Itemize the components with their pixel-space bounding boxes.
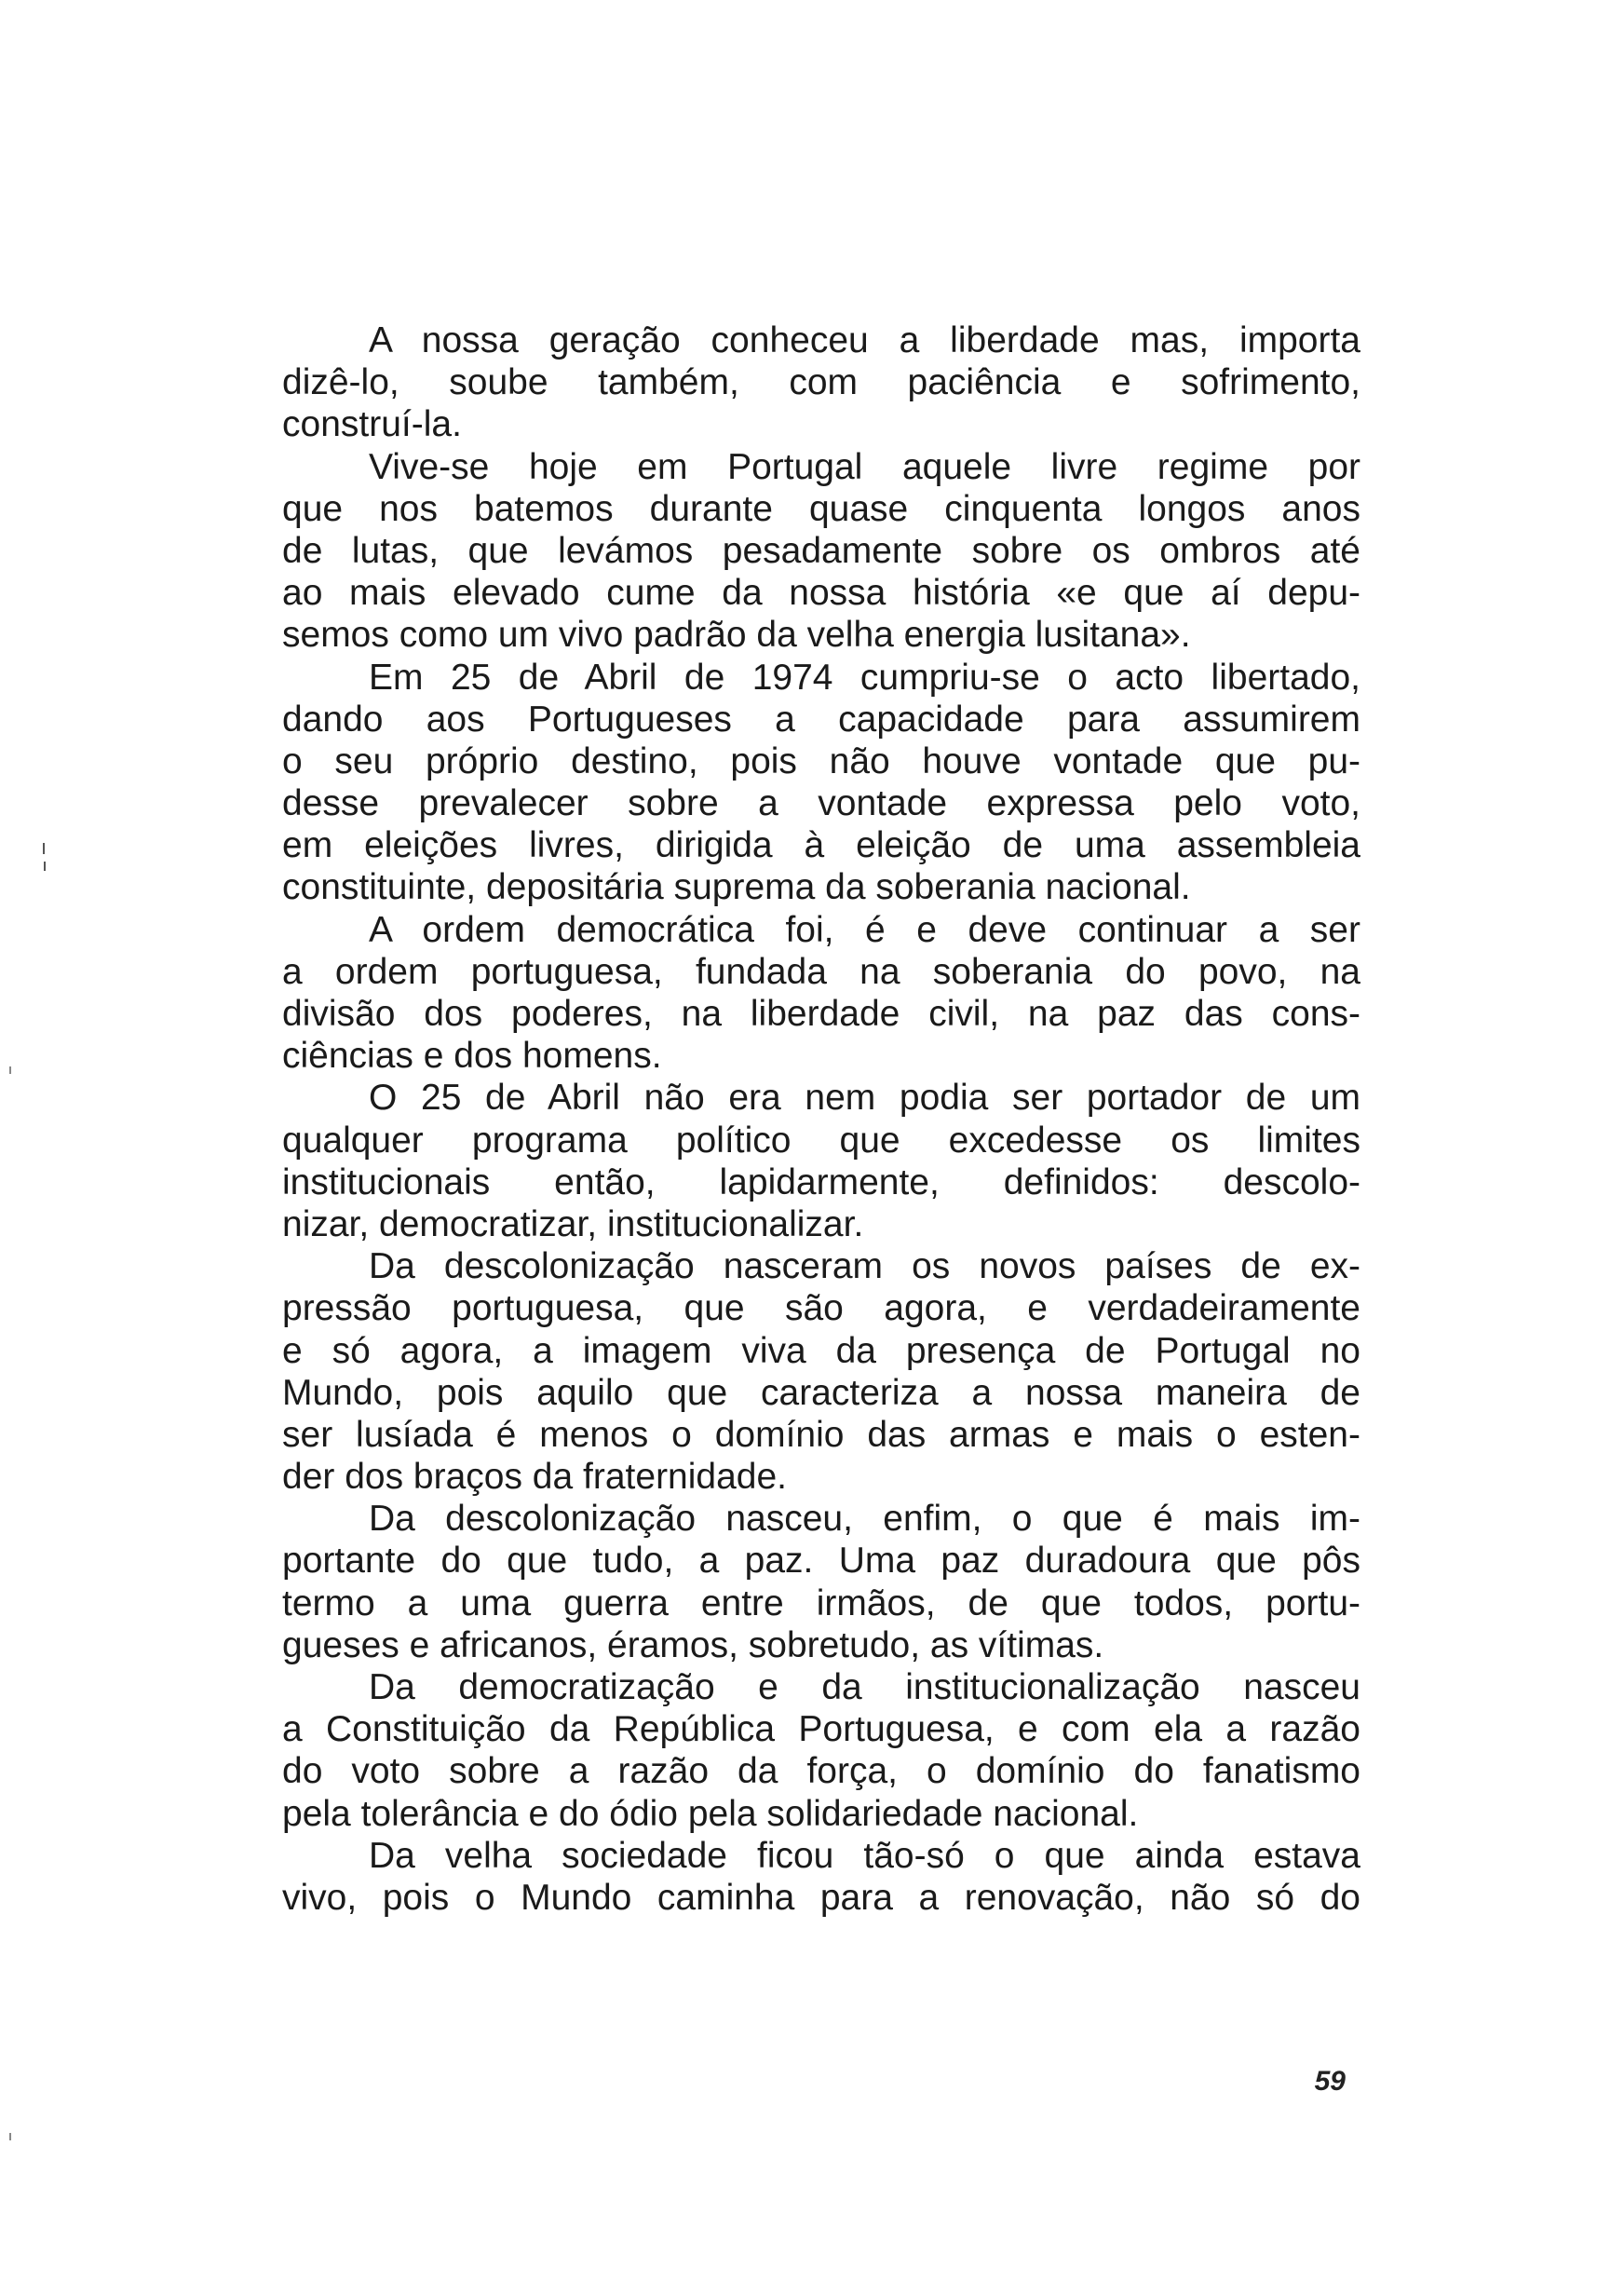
text-line: Em 25 de Abril de 1974 cumpriu-se o acto libertado, bbox=[369, 657, 1360, 698]
text-line: nizar, democratizar, institucionalizar. bbox=[282, 1203, 864, 1244]
margin-scan-mark bbox=[43, 843, 45, 854]
text-line: A ordem democrática foi, é e deve continuar a ser bbox=[369, 909, 1360, 950]
text-line: divisão dos poderes, na liberdade civil, na paz das cons- bbox=[282, 994, 1360, 1034]
text-line: Mundo, pois aquilo que caracteriza a nossa maneira de bbox=[282, 1372, 1360, 1413]
text-line: a ordem portuguesa, fundada na soberania do povo, na bbox=[282, 951, 1360, 992]
margin-scan-mark bbox=[9, 2133, 11, 2140]
text-line: ser lusíada é menos o domínio das armas e mais o esten- bbox=[282, 1414, 1360, 1455]
body-text bbox=[282, 319, 1360, 1919]
text-line: ao mais elevado cume da nossa história «e que aí depu- bbox=[282, 573, 1360, 614]
text-line: semos como um vivo padrão da velha energia lusitana». bbox=[282, 615, 1191, 656]
text-line: o seu próprio destino, pois não houve vontade que pu- bbox=[282, 740, 1360, 781]
text-line: de lutas, que levámos pesadamente sobre os ombros até bbox=[282, 530, 1360, 571]
text-line: A nossa geração conheceu a liberdade mas, importa bbox=[369, 320, 1360, 360]
text-line: que nos batemos durante quase cinquenta longos anos bbox=[282, 488, 1360, 529]
margin-scan-mark bbox=[9, 1066, 11, 1074]
text-line: dizê-lo, soube também, com paciência e sofrimento, bbox=[282, 362, 1360, 403]
text-line: do voto sobre a razão da força, o domínio do fanatismo bbox=[282, 1751, 1360, 1792]
text-line: Vive-se hoje em Portugal aquele livre regime por bbox=[369, 446, 1360, 487]
text-line: construí-la. bbox=[282, 404, 462, 445]
text-line: pressão portuguesa, que são agora, e verdadeiramente bbox=[282, 1288, 1360, 1329]
text-line: O 25 de Abril não era nem podia ser portador de um bbox=[369, 1078, 1360, 1119]
text-line: der dos braços da fraternidade. bbox=[282, 1457, 788, 1498]
text-line: Da velha sociedade ficou tão-só o que ainda estava bbox=[369, 1835, 1360, 1876]
text-line: e só agora, a imagem viva da presença de Portugal no bbox=[282, 1330, 1360, 1371]
text-line: qualquer programa político que excedesse os limites bbox=[282, 1120, 1360, 1161]
text-line: constituinte, depositária suprema da soberania nacional. bbox=[282, 867, 1191, 908]
text-line: ciências e dos homens. bbox=[282, 1036, 662, 1077]
text-line: institucionais então, lapidarmente, definidos: descolo- bbox=[282, 1161, 1360, 1202]
text-line: Da descolonização nasceu, enfim, o que é mais im- bbox=[369, 1499, 1360, 1540]
text-line: a Constituição da República Portuguesa, e com ela a razão bbox=[282, 1709, 1360, 1750]
margin-scan-mark bbox=[44, 862, 46, 871]
text-line: Da descolonização nasceram os novos países de ex- bbox=[369, 1246, 1360, 1287]
text-line: pela tolerância e do ódio pela solidariedade nacional. bbox=[282, 1793, 1139, 1834]
text-line: em eleições livres, dirigida à eleição de uma assembleia bbox=[282, 825, 1360, 866]
text-line: gueses e africanos, éramos, sobretudo, as vítimas. bbox=[282, 1624, 1104, 1665]
text-line: portante do que tudo, a paz. Uma paz duradoura que pôs bbox=[282, 1541, 1360, 1582]
text-line: desse prevalecer sobre a vontade expressa pelo voto, bbox=[282, 783, 1360, 824]
text-line: Da democratização e da institucionalização nasceu bbox=[369, 1667, 1360, 1707]
text-line: dando aos Portugueses a capacidade para assumirem bbox=[282, 699, 1360, 740]
page-number: 59 bbox=[1314, 2066, 1346, 2097]
text-line: vivo, pois o Mundo caminha para a renovação, não só do bbox=[282, 1877, 1360, 1918]
text-line: termo a uma guerra entre irmãos, de que todos, portu- bbox=[282, 1582, 1360, 1623]
